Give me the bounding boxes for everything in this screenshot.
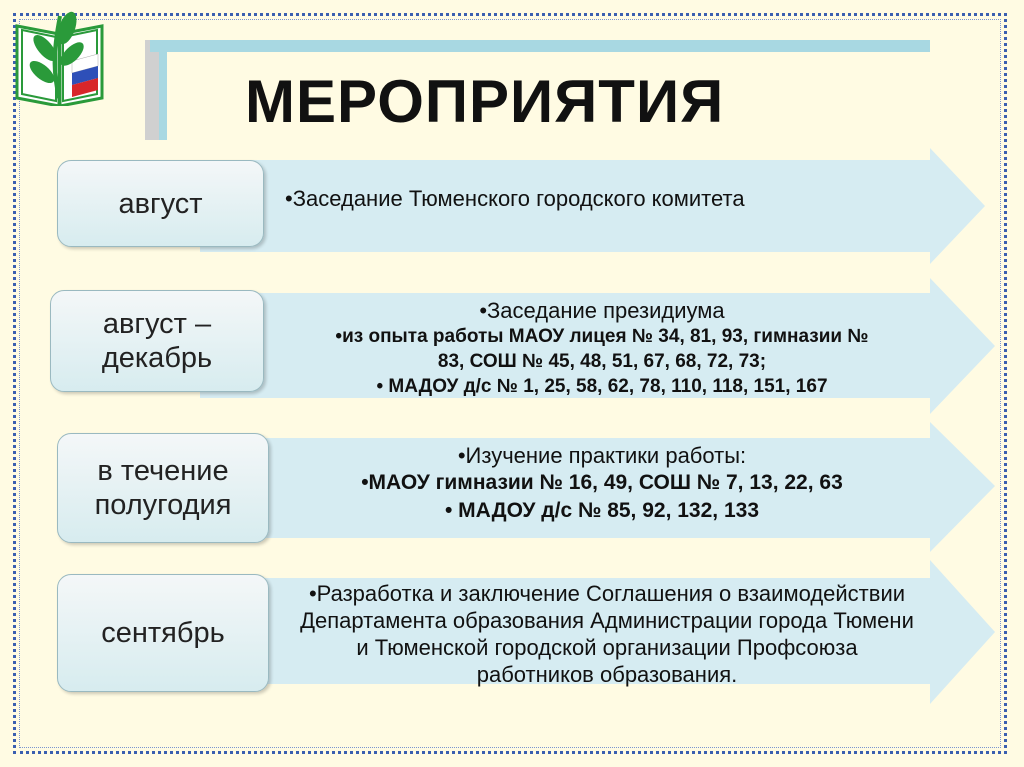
period-label-box bbox=[57, 160, 264, 247]
event-description bbox=[262, 442, 942, 525]
event-description bbox=[270, 185, 925, 212]
period-label: сентябрь bbox=[101, 617, 225, 649]
event-line: работников образования. bbox=[476, 662, 738, 687]
event-line: •Заседание президиума bbox=[479, 298, 725, 323]
event-description bbox=[257, 580, 957, 688]
event-line: •Разработка и заключение Соглашения о взаимодействии bbox=[308, 581, 906, 606]
event-line: •Заседание Тюменского городского комитета bbox=[285, 186, 745, 211]
event-description bbox=[262, 297, 942, 399]
event-line: • МАДОУ д/с № 1, 25, 58, 62, 78, 110, 118, 151, 167 bbox=[376, 376, 828, 397]
event-line: •МАОУ гимназии № 16, 49, СОШ № 7, 13, 22, 63 bbox=[361, 471, 843, 494]
period-label-box bbox=[57, 433, 269, 543]
period-label: август bbox=[118, 187, 203, 220]
event-line: и Тюменской городской организации Профсоюза bbox=[356, 635, 858, 660]
event-line: •из опыта работы МАОУ лицея № 34, 81, 93, гимназии № bbox=[335, 326, 869, 347]
period-label-box bbox=[50, 290, 264, 392]
period-label: август – декабрь bbox=[101, 308, 213, 374]
period-label: в течение полугодия bbox=[94, 455, 232, 521]
event-line: •Изучение практики работы: bbox=[457, 443, 747, 468]
event-row bbox=[0, 148, 1024, 266]
title-accent-bar bbox=[150, 40, 930, 52]
page-title: МЕРОПРИЯТИЯ bbox=[245, 68, 725, 135]
event-row bbox=[0, 420, 1024, 555]
union-logo-icon bbox=[12, 6, 107, 106]
title-accent-bar-shadow bbox=[145, 40, 159, 140]
period-label-box bbox=[57, 574, 269, 692]
event-row bbox=[0, 278, 1024, 418]
event-line: 83, СОШ № 45, 48, 51, 67, 68, 72, 73; bbox=[437, 351, 767, 372]
event-line: Департамента образования Администрации города Тюмени bbox=[300, 608, 914, 633]
event-row bbox=[0, 560, 1024, 708]
event-line: • МАДОУ д/с № 85, 92, 132, 133 bbox=[444, 499, 759, 522]
